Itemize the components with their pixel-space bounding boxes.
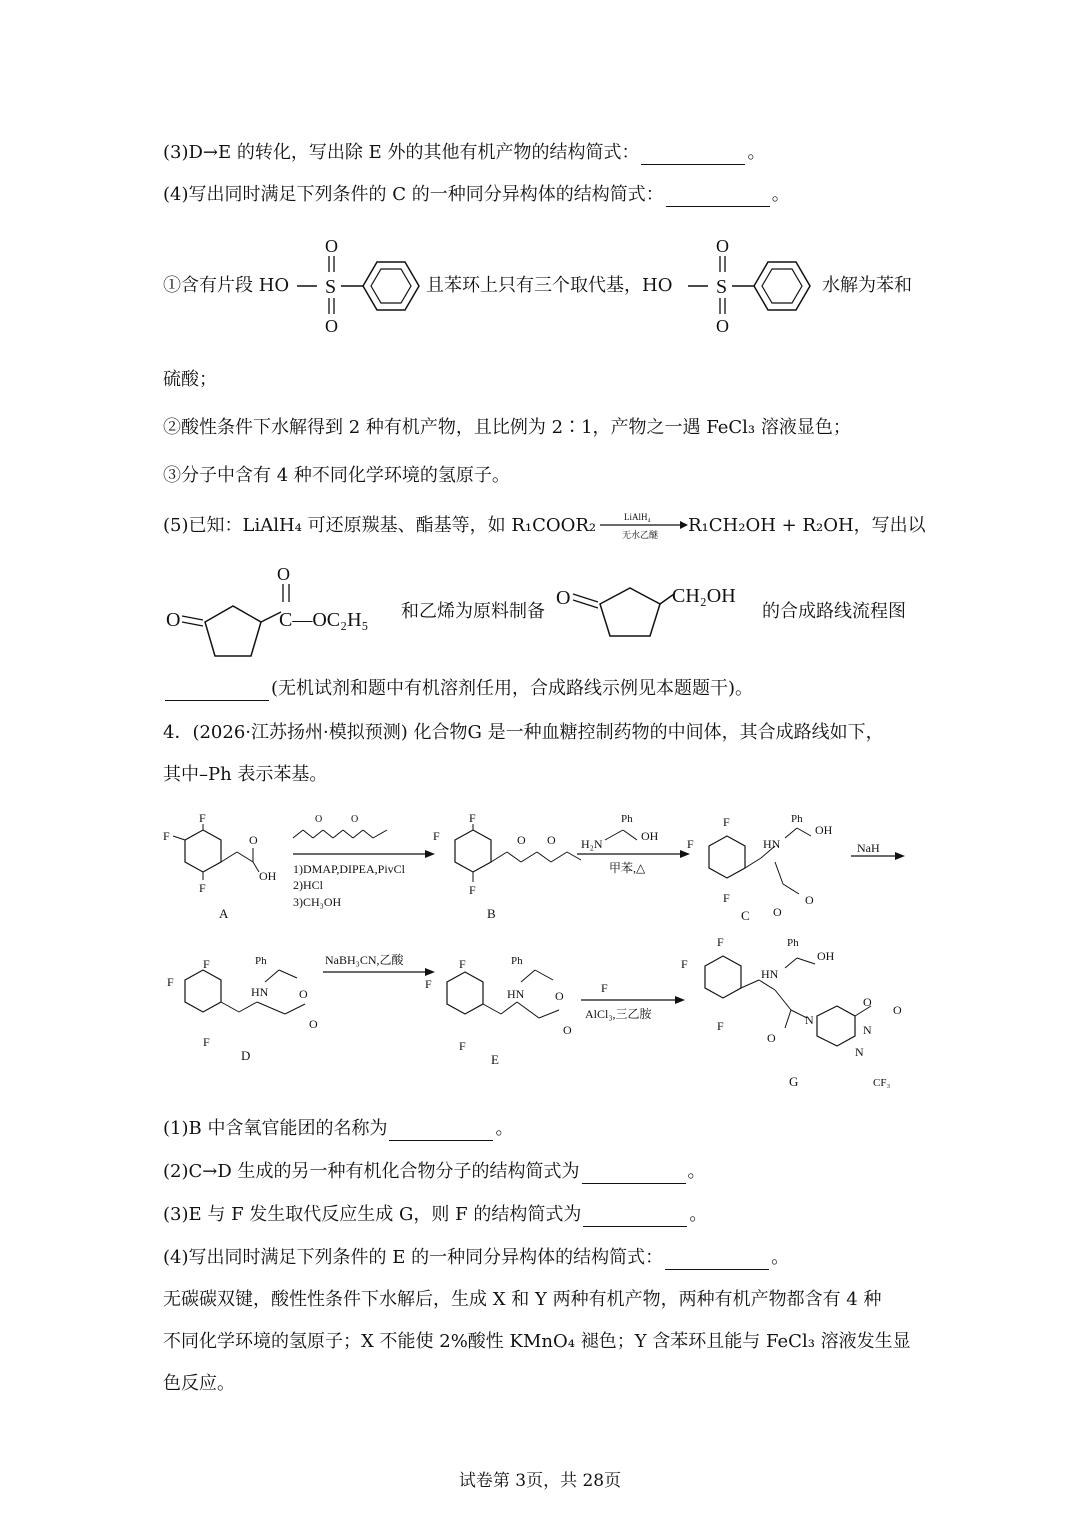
svg-text:O: O <box>166 609 181 631</box>
svg-text:Ph: Ph <box>255 955 267 967</box>
svg-text:O: O <box>547 833 556 847</box>
compound-d <box>167 955 318 1063</box>
svg-text:Ph: Ph <box>791 813 803 825</box>
q3-part5-post-text: R₁CH₂OH + R₂OH，写出以 <box>688 515 926 536</box>
q4-part3-text: (3)E 与 F 发生取代反应生成 G，则 F 的结构简式为 <box>163 1204 582 1225</box>
reagent-bc: 甲苯,△ <box>609 861 646 875</box>
svg-text:CF₃: CF₃ <box>873 1077 891 1089</box>
svg-text:F: F <box>459 957 466 971</box>
arrow-e-g <box>581 981 685 1021</box>
q4-part1-text: (1)B 中含氧官能团的名称为 <box>163 1118 388 1139</box>
svg-text:O: O <box>893 1003 902 1017</box>
svg-text:O: O <box>716 236 729 256</box>
svg-text:O: O <box>556 587 571 609</box>
svg-text:OH: OH <box>815 823 833 837</box>
svg-text:F: F <box>717 935 724 949</box>
q3-part5-end-text: 的合成路线流程图 <box>762 601 906 622</box>
arrow-c-d <box>851 841 905 860</box>
svg-text:S: S <box>716 276 728 298</box>
ester-group-label: C—OC₂H₅ <box>279 609 369 631</box>
q3-part5-pre: (5)已知：LiAlH₄ 可还原羰基、酯基等，如 R₁COOR₂ <box>163 515 597 536</box>
svg-text:HN: HN <box>763 837 781 851</box>
period: 。 <box>747 142 766 163</box>
svg-text:O: O <box>325 236 338 256</box>
label-a: A <box>219 906 229 921</box>
svg-text:OH: OH <box>259 869 277 883</box>
svg-text:F: F <box>167 975 174 989</box>
compound-c <box>687 813 833 923</box>
svg-text:H₂N: H₂N <box>581 837 603 851</box>
arrow-a-b <box>293 814 435 909</box>
svg-text:O: O <box>555 989 564 1003</box>
compound-b <box>433 811 581 921</box>
answer-blank[interactable] <box>641 146 745 165</box>
q4-cond-3 <box>163 1372 235 1396</box>
cond1-post-text: 水解为苯和 <box>822 275 912 296</box>
cond3 <box>163 464 510 488</box>
reagent-de: NaBH₃CN,乙酸 <box>325 953 404 967</box>
svg-text:N: N <box>855 1045 864 1059</box>
reagent-top: LiAlH₄ <box>624 512 651 522</box>
q4-part4-text: (4)写出同时满足下列条件的 E 的一种同分异构体的结构简式： <box>163 1247 664 1268</box>
q3-part5-post <box>688 514 926 538</box>
reagent-eg-top: F <box>601 981 608 995</box>
svg-text:O: O <box>299 987 308 1001</box>
hydroxymethyl-cyclopentanone-structure <box>556 574 761 664</box>
svg-text:F: F <box>723 815 730 829</box>
label-e: E <box>491 1052 499 1067</box>
compound-g <box>681 935 902 1089</box>
keto-ester-structure <box>163 556 398 666</box>
answer-blank[interactable] <box>389 1122 493 1141</box>
svg-text:O: O <box>805 893 814 907</box>
svg-text:O: O <box>277 564 290 584</box>
q3-part5-end <box>762 600 906 624</box>
q4-intro-2 <box>163 763 327 787</box>
q4-cond-3-text: 色反应。 <box>163 1373 235 1394</box>
arrow-b-c <box>577 813 690 875</box>
sulfonyl-benzene-structure-2 <box>686 232 816 342</box>
reagent-ab-1: 1)DMAP,DIPEA,PivCl <box>293 862 406 876</box>
svg-text:F: F <box>687 837 694 851</box>
cond1-mid <box>426 274 672 298</box>
label-d: D <box>241 1048 251 1063</box>
cond2 <box>163 416 851 440</box>
compound-e <box>425 955 572 1067</box>
label-g: G <box>789 1074 799 1089</box>
svg-text:Ph: Ph <box>511 955 523 967</box>
cond1-pre <box>163 274 289 298</box>
svg-text:F: F <box>425 977 432 991</box>
cond1-mid-text: 且苯环上只有三个取代基，HO <box>426 275 673 296</box>
svg-text:F: F <box>433 829 440 843</box>
svg-text:F: F <box>717 1019 724 1033</box>
cond2-text: ②酸性条件下水解得到 2 种有机产物，且比例为 2∶1，产物之一遇 FeCl₃ 溶液显色； <box>163 417 851 438</box>
svg-text:N: N <box>805 1013 814 1027</box>
cond3-text: ③分子中含有 4 种不同化学环境的氢原子。 <box>163 465 510 486</box>
period: 。 <box>771 184 790 205</box>
cond1-pre-text: ①含有片段 HO <box>163 275 290 296</box>
svg-text:O: O <box>863 995 872 1009</box>
q4-intro-1 <box>163 721 884 745</box>
page-footer: 试卷第 3页，共 28页 <box>458 1471 622 1491</box>
q4-part3 <box>163 1203 707 1227</box>
svg-text:HN: HN <box>507 987 525 1001</box>
svg-text:F: F <box>199 881 206 895</box>
q3-part3 <box>163 141 765 165</box>
svg-text:F: F <box>163 829 170 843</box>
synthesis-scheme-row-2 <box>155 930 925 1100</box>
q4-cond-2 <box>163 1330 911 1354</box>
period: 。 <box>687 1161 706 1182</box>
answer-blank[interactable] <box>582 1165 686 1184</box>
svg-text:OH: OH <box>641 829 659 843</box>
q3-part5-mid-text: 和乙烯为原料制备 <box>401 601 545 622</box>
svg-text:O: O <box>249 833 258 847</box>
reagent-cd: NaH <box>857 841 880 855</box>
arrow-d-e <box>323 953 435 976</box>
svg-text:Ph: Ph <box>621 813 633 825</box>
svg-text:N: N <box>863 1023 872 1037</box>
answer-blank[interactable] <box>666 188 770 207</box>
q4-cond-1-text: 无碳碳双键，酸性性条件下水解后，生成 X 和 Y 两种有机产物，两种有机产物都含有 4 种 <box>163 1289 882 1310</box>
reagent-ab-3: 3)CH₃OH <box>293 895 342 909</box>
period: 。 <box>689 1204 708 1225</box>
svg-text:O: O <box>325 316 338 336</box>
svg-text:O: O <box>773 905 782 919</box>
svg-text:Ph: Ph <box>787 937 799 949</box>
sulfonyl-benzene-structure-1 <box>295 232 425 342</box>
cond1-tail <box>163 368 217 392</box>
svg-text:O: O <box>563 1023 572 1037</box>
q4-part2-text: (2)C→D 生成的另一种有机化合物分子的结构简式为 <box>163 1161 580 1182</box>
q4-cond-2-text: 不同化学环境的氢原子；X 不能使 2%酸性 KMnO₄ 褪色；Y 含苯环且能与 FeCl₃ 溶液发生显 <box>163 1331 911 1352</box>
q4-part4 <box>163 1246 789 1270</box>
q3-part5-last-text: (无机试剂和题中有机溶剂任用，合成路线示例见本题题干)。 <box>271 678 754 699</box>
label-c: C <box>741 908 750 923</box>
label-b: B <box>487 906 496 921</box>
q4-intro-2-text: 其中–Ph 表示苯基。 <box>163 764 328 785</box>
svg-text:O: O <box>351 814 359 825</box>
q3-part5-last <box>163 677 753 701</box>
answer-blank[interactable] <box>583 1208 687 1227</box>
svg-text:F: F <box>469 883 476 897</box>
svg-text:O: O <box>716 316 729 336</box>
svg-text:S: S <box>325 276 337 298</box>
period: 。 <box>771 1247 790 1268</box>
answer-blank[interactable] <box>665 1251 769 1270</box>
q3-part5-mid <box>401 600 545 624</box>
svg-text:OH: OH <box>817 949 835 963</box>
q3-part3-text: (3)D→E 的转化，写出除 E 外的其他有机产物的结构简式： <box>163 142 640 163</box>
compound-a <box>163 811 277 921</box>
cond1-post <box>822 274 912 298</box>
svg-text:O: O <box>517 833 526 847</box>
svg-text:F: F <box>203 1035 210 1049</box>
svg-text:F: F <box>469 811 476 825</box>
reaction-arrow-lialh4 <box>598 508 688 544</box>
q3-part4-text: (4)写出同时满足下列条件的 C 的一种同分异构体的结构简式： <box>163 184 664 205</box>
svg-text:HN: HN <box>761 967 779 981</box>
svg-text:F: F <box>723 891 730 905</box>
svg-text:O: O <box>309 1017 318 1031</box>
reagent-bottom: 无水乙醚 <box>622 530 659 540</box>
q4-cond-1 <box>163 1288 881 1312</box>
product-group-label: CH₂OH <box>672 585 736 607</box>
q4-part1 <box>163 1117 513 1141</box>
q3-part5 <box>163 514 596 538</box>
cond1-tail-text: 硫酸； <box>163 369 217 390</box>
svg-text:HN: HN <box>251 985 269 999</box>
answer-blank[interactable] <box>165 682 269 701</box>
q4-intro-1-text: 4．(2026·江苏扬州·模拟预测) 化合物G 是一种血糖控制药物的中间体，其合成路线如下， <box>163 722 884 743</box>
q4-part2 <box>163 1160 706 1184</box>
svg-text:F: F <box>681 957 688 971</box>
q3-part4 <box>163 183 790 207</box>
period: 。 <box>495 1118 514 1139</box>
svg-text:O: O <box>315 814 323 825</box>
svg-text:O: O <box>767 1031 776 1045</box>
reagent-ab-2: 2)HCl <box>293 878 323 892</box>
svg-text:F: F <box>459 1039 466 1053</box>
svg-text:F: F <box>199 811 206 825</box>
svg-text:F: F <box>203 957 210 971</box>
reagent-eg-bottom: AlCl₃,三乙胺 <box>585 1007 652 1021</box>
synthesis-scheme-row-1 <box>155 800 925 930</box>
